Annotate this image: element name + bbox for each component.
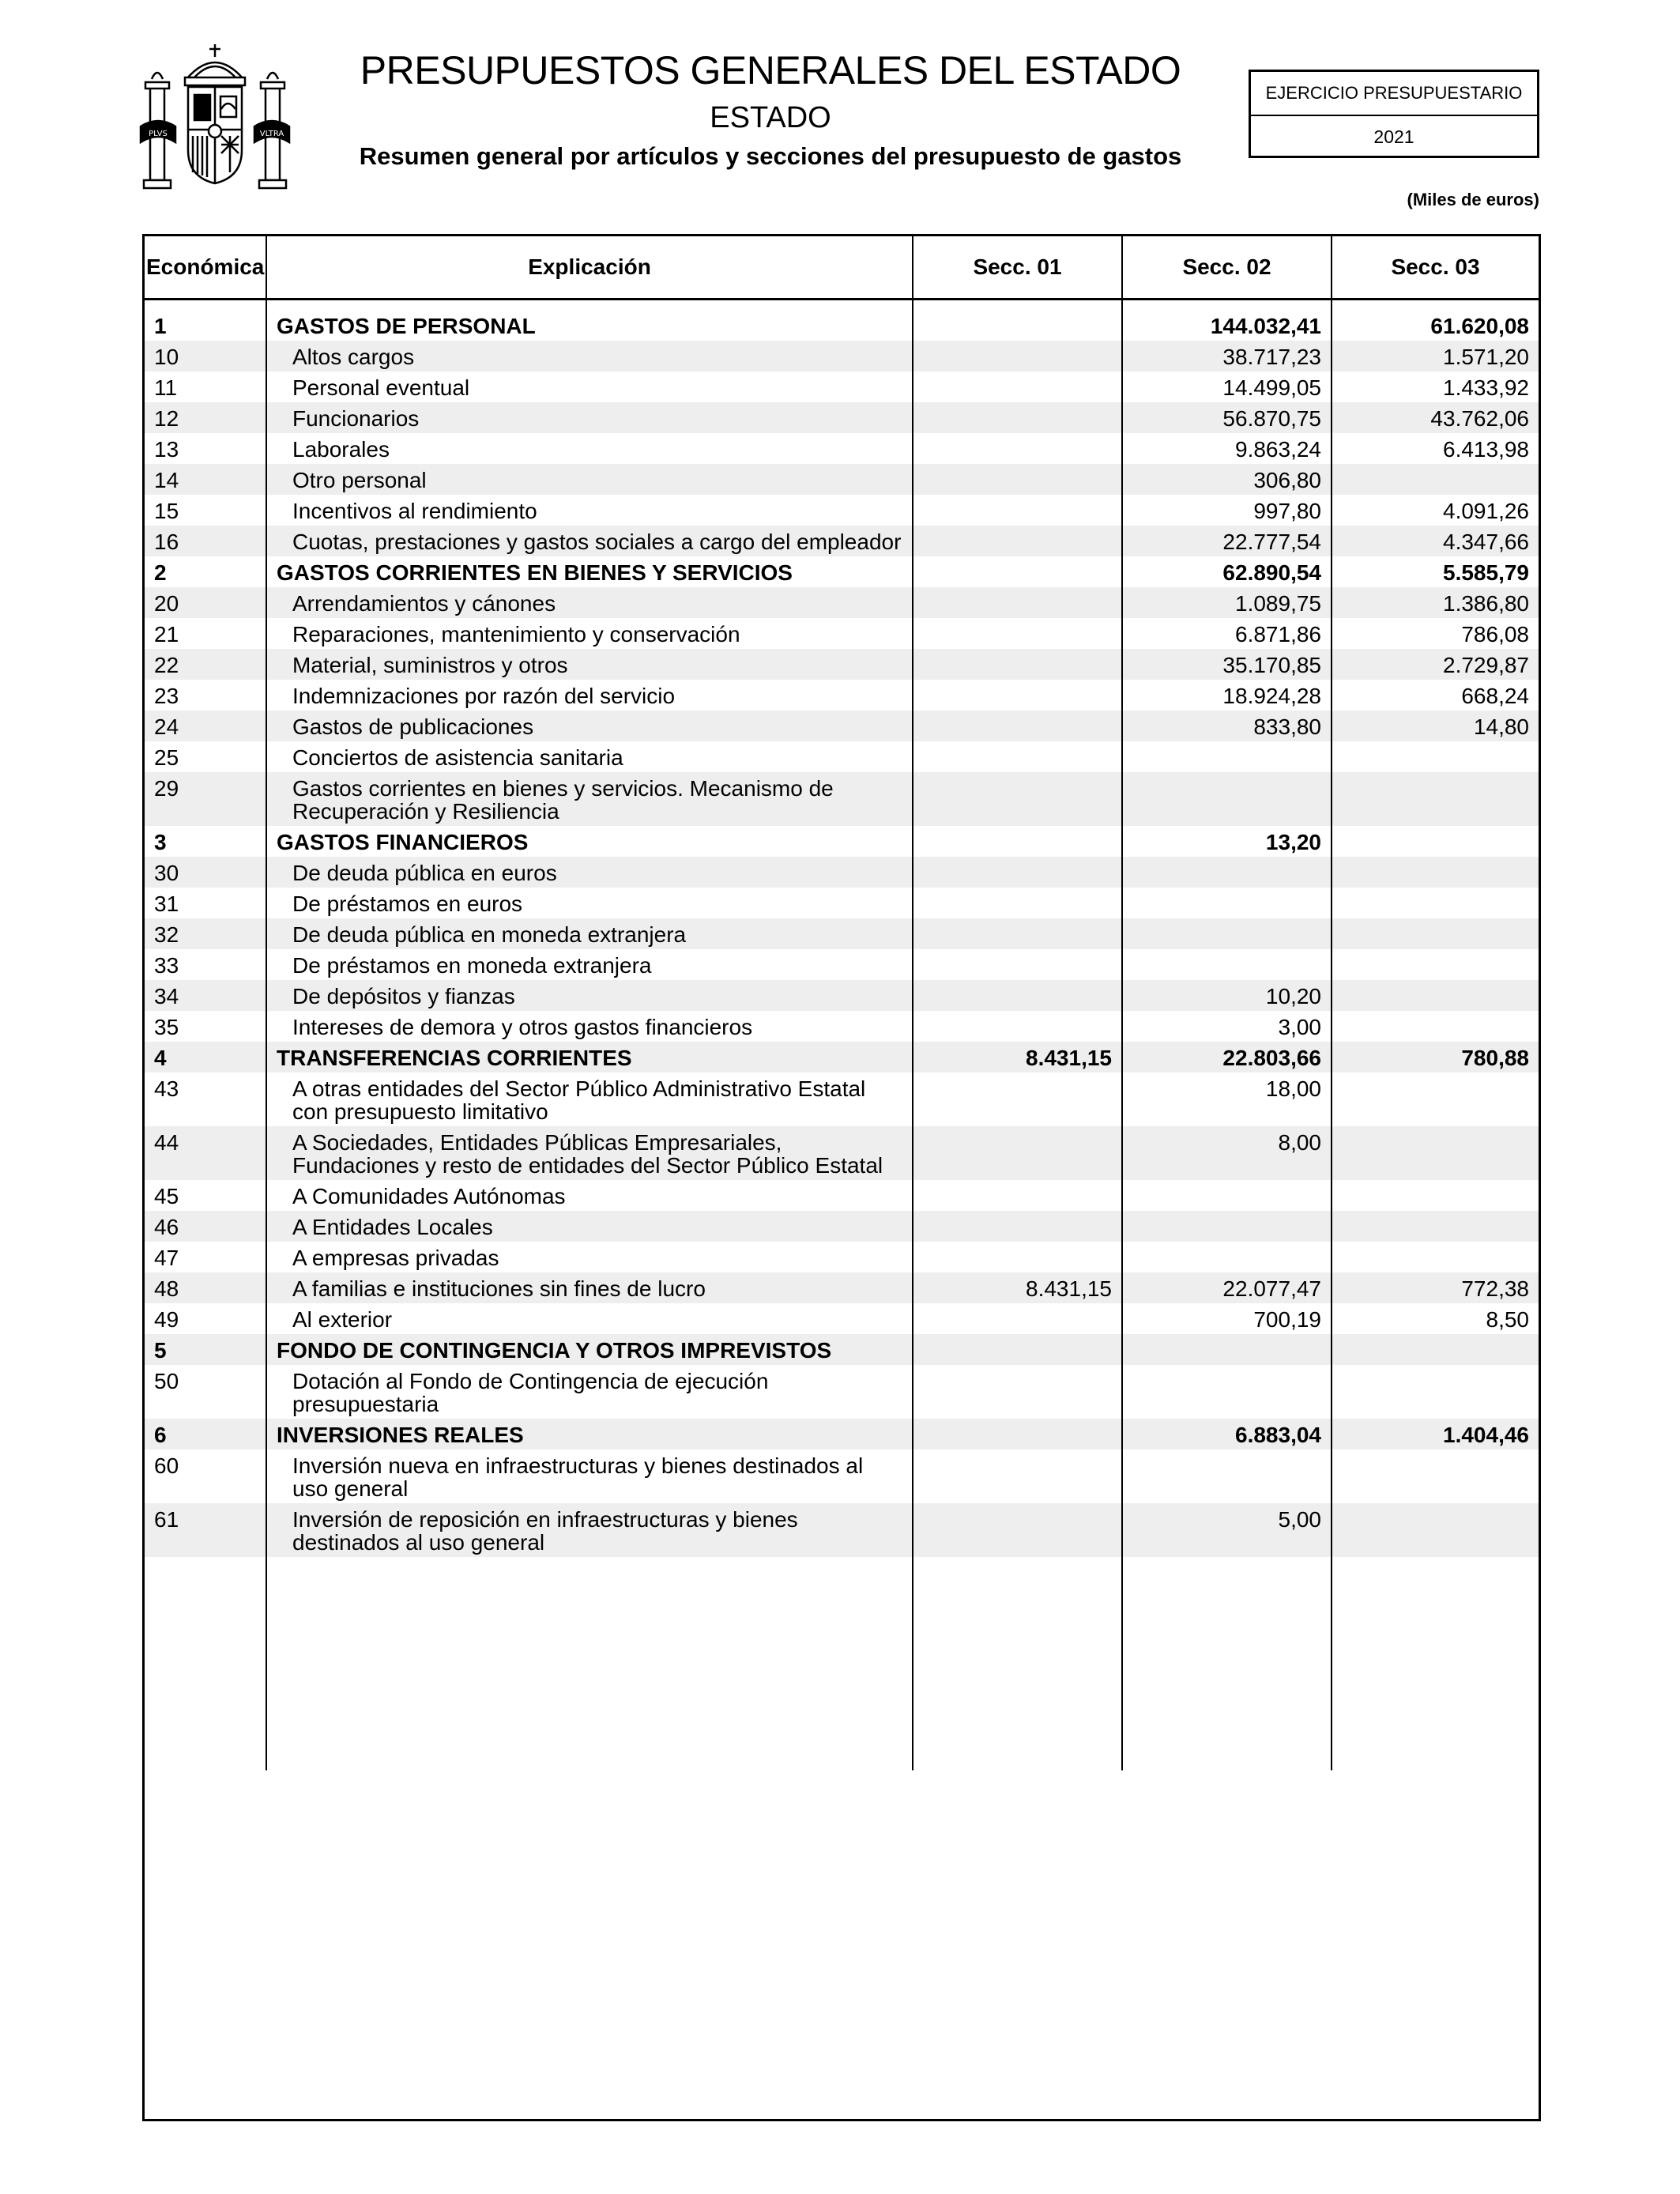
cell-code: 23 bbox=[154, 684, 179, 708]
cell-secc-01 bbox=[913, 1334, 1122, 1365]
cell-secc-02: 144.032,41 bbox=[1122, 310, 1332, 341]
table-row bbox=[145, 1242, 1539, 1272]
cell-description: Laborales bbox=[266, 433, 913, 464]
cell-secc-01 bbox=[913, 1211, 1122, 1242]
cell-secc-03 bbox=[1332, 1242, 1539, 1272]
cell-secc-02: 22.077,47 bbox=[1122, 1272, 1332, 1303]
cell-code: 48 bbox=[145, 1272, 266, 1303]
cell-code: 4 bbox=[145, 1042, 266, 1072]
cell-secc-03: 1.386,80 bbox=[1332, 587, 1539, 618]
cell-secc-02 bbox=[1122, 1365, 1332, 1419]
cell-secc-03: 61.620,08 bbox=[1332, 310, 1539, 341]
cell-secc-03 bbox=[1332, 1072, 1539, 1126]
units-note: (Miles de euros) bbox=[1407, 190, 1539, 209]
table-row bbox=[145, 772, 1539, 826]
cell-code: 16 bbox=[145, 526, 266, 556]
cell-description: Inversión de reposición en infraestructuras y bienes destinados al uso general bbox=[266, 1503, 913, 1557]
cell-code: 15 bbox=[154, 499, 179, 523]
table-row bbox=[145, 1449, 1539, 1503]
cell-secc-03 bbox=[1332, 949, 1539, 980]
table-row-chapter bbox=[145, 1042, 1539, 1072]
spacer-cell bbox=[1122, 300, 1332, 311]
cell-secc-02 bbox=[1122, 741, 1332, 772]
cell-secc-03: 780,88 bbox=[1332, 1042, 1539, 1072]
cell-code: 22 bbox=[145, 649, 266, 680]
cell-secc-02: 22.777,54 bbox=[1122, 526, 1332, 556]
cell-secc-02 bbox=[1122, 1449, 1332, 1503]
cell-description: Personal eventual bbox=[266, 371, 913, 402]
cell-secc-03 bbox=[1332, 772, 1539, 826]
cell-secc-01 bbox=[913, 371, 1122, 402]
table-row bbox=[145, 495, 1539, 526]
budget-table-frame bbox=[142, 234, 1541, 2121]
cell-code: 49 bbox=[154, 1307, 179, 1332]
table-row bbox=[145, 618, 1539, 649]
ejercicio-box bbox=[1249, 70, 1539, 158]
table-row bbox=[145, 464, 1539, 495]
cell-secc-03: 5.585,79 bbox=[1332, 556, 1539, 587]
table-row bbox=[145, 1072, 1539, 1126]
cell-description: Incentivos al rendimiento bbox=[266, 495, 913, 526]
table-row bbox=[145, 1211, 1539, 1242]
column-header-economica: Económica bbox=[145, 236, 266, 300]
table-header-row bbox=[145, 236, 1539, 300]
cell-secc-01 bbox=[913, 772, 1122, 826]
cell-description: Dotación al Fondo de Contingencia de ejecución presupuestaria bbox=[266, 1365, 913, 1419]
cell-description: Gastos de publicaciones bbox=[266, 711, 913, 741]
filler-cell bbox=[145, 1557, 266, 1770]
cell-code: 1 bbox=[154, 314, 167, 338]
page-description: Resumen general por artículos y secciones del presupuesto de gastos bbox=[359, 142, 1182, 170]
cell-secc-03: 6.413,98 bbox=[1332, 433, 1539, 464]
cell-secc-01 bbox=[913, 1419, 1122, 1449]
cell-description: A familias e instituciones sin fines de lucro bbox=[266, 1272, 913, 1303]
cell-description: Intereses de demora y otros gastos financieros bbox=[266, 1011, 913, 1042]
cell-secc-02: 833,80 bbox=[1122, 711, 1332, 741]
cell-description: A otras entidades del Sector Público Administrativo Estatal con presupuesto limitativo bbox=[266, 1072, 913, 1126]
cell-description: GASTOS CORRIENTES EN BIENES Y SERVICIOS bbox=[266, 556, 913, 587]
cell-secc-01 bbox=[913, 980, 1122, 1011]
cell-secc-03 bbox=[1332, 888, 1539, 918]
cell-secc-03 bbox=[1332, 1503, 1539, 1557]
cell-secc-02: 8,00 bbox=[1122, 1126, 1332, 1180]
cell-code: 11 bbox=[154, 375, 178, 400]
cell-description: Indemnizaciones por razón del servicio bbox=[266, 680, 913, 711]
cell-secc-02 bbox=[1122, 949, 1332, 980]
table-row bbox=[145, 949, 1539, 980]
table-row bbox=[145, 888, 1539, 918]
column-header-secc-01: Secc. 01 bbox=[913, 236, 1122, 300]
table-row bbox=[145, 1180, 1539, 1211]
cell-secc-02 bbox=[1122, 857, 1332, 888]
cell-secc-02: 13,20 bbox=[1122, 826, 1332, 857]
filler-cell bbox=[913, 1557, 1122, 1770]
cell-description: De deuda pública en euros bbox=[266, 857, 913, 888]
cell-secc-03: 1.404,46 bbox=[1332, 1419, 1539, 1449]
cell-description: A empresas privadas bbox=[266, 1242, 913, 1272]
cell-description: Gastos corrientes en bienes y servicios. Mecanismo de Recuperación y Resiliencia bbox=[266, 772, 913, 826]
table-row bbox=[145, 1503, 1539, 1557]
cell-secc-01 bbox=[913, 741, 1122, 772]
cell-secc-01 bbox=[913, 680, 1122, 711]
cell-secc-03 bbox=[1332, 1126, 1539, 1180]
table-row bbox=[145, 1272, 1539, 1303]
cell-code: 12 bbox=[145, 402, 266, 433]
cell-secc-01 bbox=[913, 1449, 1122, 1503]
cell-secc-01 bbox=[913, 587, 1122, 618]
table-row bbox=[145, 1365, 1539, 1419]
cell-description: Material, suministros y otros bbox=[266, 649, 913, 680]
filler-cell bbox=[266, 1557, 913, 1770]
cell-secc-02: 18.924,28 bbox=[1122, 680, 1332, 711]
cell-secc-01 bbox=[913, 310, 1122, 341]
table-spacer-row bbox=[145, 300, 1539, 311]
cell-secc-03 bbox=[1332, 826, 1539, 857]
spacer-cell bbox=[1332, 300, 1539, 311]
cell-secc-01 bbox=[913, 649, 1122, 680]
cell-description: Conciertos de asistencia sanitaria bbox=[266, 741, 913, 772]
cell-description: Al exterior bbox=[266, 1303, 913, 1334]
table-row bbox=[145, 402, 1539, 433]
spacer-cell bbox=[913, 300, 1122, 311]
cell-description: INVERSIONES REALES bbox=[266, 1419, 913, 1449]
cell-code: 10 bbox=[145, 341, 266, 371]
cell-secc-01 bbox=[913, 857, 1122, 888]
cell-secc-02: 6.883,04 bbox=[1122, 1419, 1332, 1449]
cell-description: Otro personal bbox=[266, 464, 913, 495]
cell-secc-03: 4.347,66 bbox=[1332, 526, 1539, 556]
cell-code: 47 bbox=[154, 1246, 179, 1270]
cell-secc-03 bbox=[1332, 857, 1539, 888]
table-row bbox=[145, 980, 1539, 1011]
cell-code: 32 bbox=[145, 918, 266, 949]
cell-secc-02: 35.170,85 bbox=[1122, 649, 1332, 680]
table-row bbox=[145, 741, 1539, 772]
cell-secc-02: 14.499,05 bbox=[1122, 371, 1332, 402]
cell-secc-02: 3,00 bbox=[1122, 1011, 1332, 1042]
cell-description: GASTOS FINANCIEROS bbox=[266, 826, 913, 857]
cell-description: Reparaciones, mantenimiento y conservación bbox=[266, 618, 913, 649]
cell-secc-02: 10,20 bbox=[1122, 980, 1332, 1011]
cell-code: 35 bbox=[154, 1015, 179, 1039]
cell-code: 13 bbox=[154, 437, 179, 462]
cell-secc-02 bbox=[1122, 1211, 1332, 1242]
cell-code: 25 bbox=[154, 745, 179, 770]
cell-secc-01 bbox=[913, 464, 1122, 495]
cell-secc-03: 2.729,87 bbox=[1332, 649, 1539, 680]
table-row bbox=[145, 371, 1539, 402]
table-row bbox=[145, 649, 1539, 680]
cell-secc-01 bbox=[913, 949, 1122, 980]
ejercicio-label: EJERCICIO PRESUPUESTARIO bbox=[1251, 72, 1537, 116]
cell-code: 34 bbox=[145, 980, 266, 1011]
cell-code: 24 bbox=[145, 711, 266, 741]
cell-secc-01 bbox=[913, 1072, 1122, 1126]
cell-code: 46 bbox=[145, 1211, 266, 1242]
cell-secc-03 bbox=[1332, 464, 1539, 495]
cell-secc-01 bbox=[913, 918, 1122, 949]
cell-description: FONDO DE CONTINGENCIA Y OTROS IMPREVISTOS bbox=[266, 1334, 913, 1365]
cell-description: De depósitos y fianzas bbox=[266, 980, 913, 1011]
cell-secc-01 bbox=[913, 433, 1122, 464]
cell-secc-01 bbox=[913, 341, 1122, 371]
cell-code: 31 bbox=[154, 892, 179, 916]
table-row bbox=[145, 1303, 1539, 1334]
cell-secc-02: 997,80 bbox=[1122, 495, 1332, 526]
cell-description: Cuotas, prestaciones y gastos sociales a cargo del empleador bbox=[266, 526, 913, 556]
cell-secc-02: 38.717,23 bbox=[1122, 341, 1332, 371]
table-row bbox=[145, 857, 1539, 888]
cell-secc-03 bbox=[1332, 1211, 1539, 1242]
cell-secc-01 bbox=[913, 526, 1122, 556]
cell-description: GASTOS DE PERSONAL bbox=[266, 310, 913, 341]
cell-secc-02: 56.870,75 bbox=[1122, 402, 1332, 433]
cell-secc-02: 18,00 bbox=[1122, 1072, 1332, 1126]
table-row-chapter bbox=[145, 556, 1539, 587]
cell-secc-01 bbox=[913, 402, 1122, 433]
cell-secc-03 bbox=[1332, 741, 1539, 772]
cell-code: 45 bbox=[154, 1184, 179, 1208]
cell-description: A Entidades Locales bbox=[266, 1211, 913, 1242]
cell-secc-02 bbox=[1122, 772, 1332, 826]
cell-description: De deuda pública en moneda extranjera bbox=[266, 918, 913, 949]
cell-code: 50 bbox=[154, 1369, 179, 1393]
cell-code: 43 bbox=[154, 1076, 179, 1101]
cell-secc-01 bbox=[913, 1011, 1122, 1042]
cell-secc-02: 700,19 bbox=[1122, 1303, 1332, 1334]
emblem-motto-left: PLVS bbox=[149, 130, 168, 138]
ejercicio-year: 2021 bbox=[1373, 126, 1414, 147]
cell-secc-02 bbox=[1122, 1180, 1332, 1211]
cell-secc-03: 4.091,26 bbox=[1332, 495, 1539, 526]
cell-secc-03 bbox=[1332, 918, 1539, 949]
cell-secc-02: 9.863,24 bbox=[1122, 433, 1332, 464]
cell-secc-02: 306,80 bbox=[1122, 464, 1332, 495]
cell-code: 20 bbox=[145, 587, 266, 618]
cell-secc-02: 22.803,66 bbox=[1122, 1042, 1332, 1072]
cell-code: 29 bbox=[145, 772, 266, 826]
table-row bbox=[145, 1126, 1539, 1180]
table-row-chapter bbox=[145, 1334, 1539, 1365]
page-subtitle: ESTADO bbox=[710, 101, 831, 134]
cell-secc-02: 6.871,86 bbox=[1122, 618, 1332, 649]
table-row bbox=[145, 341, 1539, 371]
cell-secc-01 bbox=[913, 1242, 1122, 1272]
column-header-secc-02: Secc. 02 bbox=[1122, 236, 1332, 300]
table-row bbox=[145, 711, 1539, 741]
cell-secc-03: 43.762,06 bbox=[1332, 402, 1539, 433]
cell-description: De préstamos en euros bbox=[266, 888, 913, 918]
cell-code: 33 bbox=[154, 953, 179, 978]
cell-secc-01 bbox=[913, 1503, 1122, 1557]
table-row bbox=[145, 526, 1539, 556]
cell-secc-01 bbox=[913, 826, 1122, 857]
page-title: PRESUPUESTOS GENERALES DEL ESTADO bbox=[360, 48, 1181, 92]
cell-secc-01 bbox=[913, 618, 1122, 649]
cell-secc-02 bbox=[1122, 1242, 1332, 1272]
cell-secc-01 bbox=[913, 1303, 1122, 1334]
cell-secc-03 bbox=[1332, 1365, 1539, 1419]
cell-secc-03 bbox=[1332, 980, 1539, 1011]
cell-secc-02: 1.089,75 bbox=[1122, 587, 1332, 618]
table-filler-row bbox=[145, 1557, 1539, 1770]
cell-description: Altos cargos bbox=[266, 341, 913, 371]
cell-secc-03 bbox=[1332, 1449, 1539, 1503]
cell-secc-01: 8.431,15 bbox=[913, 1272, 1122, 1303]
cell-secc-02 bbox=[1122, 1334, 1332, 1365]
cell-secc-03: 8,50 bbox=[1332, 1303, 1539, 1334]
cell-secc-03 bbox=[1332, 1011, 1539, 1042]
column-header-explicacion: Explicación bbox=[266, 236, 913, 300]
cell-secc-03: 772,38 bbox=[1332, 1272, 1539, 1303]
cell-secc-03: 668,24 bbox=[1332, 680, 1539, 711]
cell-description: TRANSFERENCIAS CORRIENTES bbox=[266, 1042, 913, 1072]
cell-code: 14 bbox=[145, 464, 266, 495]
cell-code: 44 bbox=[145, 1126, 266, 1180]
filler-cell bbox=[1122, 1557, 1332, 1770]
cell-description: Inversión nueva en infraestructuras y bienes destinados al uso general bbox=[266, 1449, 913, 1503]
cell-secc-03: 1.571,20 bbox=[1332, 341, 1539, 371]
cell-secc-03: 14,80 bbox=[1332, 711, 1539, 741]
cell-code: 3 bbox=[154, 830, 167, 854]
table-row bbox=[145, 680, 1539, 711]
cell-secc-01 bbox=[913, 495, 1122, 526]
cell-secc-03: 1.433,92 bbox=[1332, 371, 1539, 402]
spacer-cell bbox=[266, 300, 913, 311]
spacer-cell bbox=[145, 300, 266, 311]
cell-secc-01 bbox=[913, 888, 1122, 918]
column-header-secc-03: Secc. 03 bbox=[1332, 236, 1539, 300]
cell-description: De préstamos en moneda extranjera bbox=[266, 949, 913, 980]
filler-cell bbox=[1332, 1557, 1539, 1770]
cell-description: A Comunidades Autónomas bbox=[266, 1180, 913, 1211]
table-row bbox=[145, 918, 1539, 949]
cell-description: A Sociedades, Entidades Públicas Empresariales, Fundaciones y resto de entidades del Sector Público Estatal bbox=[266, 1126, 913, 1180]
cell-secc-01 bbox=[913, 711, 1122, 741]
table-row bbox=[145, 433, 1539, 464]
cell-secc-01 bbox=[913, 1180, 1122, 1211]
cell-secc-01 bbox=[913, 1365, 1122, 1419]
table-row-chapter bbox=[145, 1419, 1539, 1449]
cell-secc-02: 62.890,54 bbox=[1122, 556, 1332, 587]
cell-code: 5 bbox=[145, 1334, 266, 1365]
cell-description: Arrendamientos y cánones bbox=[266, 587, 913, 618]
table-row-chapter bbox=[145, 826, 1539, 857]
cell-code: 21 bbox=[154, 622, 179, 647]
cell-secc-01: 8.431,15 bbox=[913, 1042, 1122, 1072]
cell-secc-02 bbox=[1122, 888, 1332, 918]
cell-secc-03 bbox=[1332, 1180, 1539, 1211]
cell-code: 30 bbox=[145, 857, 266, 888]
cell-code: 61 bbox=[145, 1503, 266, 1557]
cell-secc-02: 5,00 bbox=[1122, 1503, 1332, 1557]
table-row-chapter bbox=[145, 310, 1539, 341]
cell-description: Funcionarios bbox=[266, 402, 913, 433]
table-row bbox=[145, 1011, 1539, 1042]
emblem-motto-right: VLTRA bbox=[259, 130, 284, 138]
cell-secc-03 bbox=[1332, 1334, 1539, 1365]
cell-code: 6 bbox=[145, 1419, 266, 1449]
cell-code: 2 bbox=[154, 560, 167, 585]
cell-secc-03: 786,08 bbox=[1332, 618, 1539, 649]
cell-code: 60 bbox=[154, 1453, 179, 1478]
budget-table bbox=[145, 236, 1539, 1770]
cell-secc-01 bbox=[913, 556, 1122, 587]
cell-secc-02 bbox=[1122, 918, 1332, 949]
cell-secc-01 bbox=[913, 1126, 1122, 1180]
table-row bbox=[145, 587, 1539, 618]
